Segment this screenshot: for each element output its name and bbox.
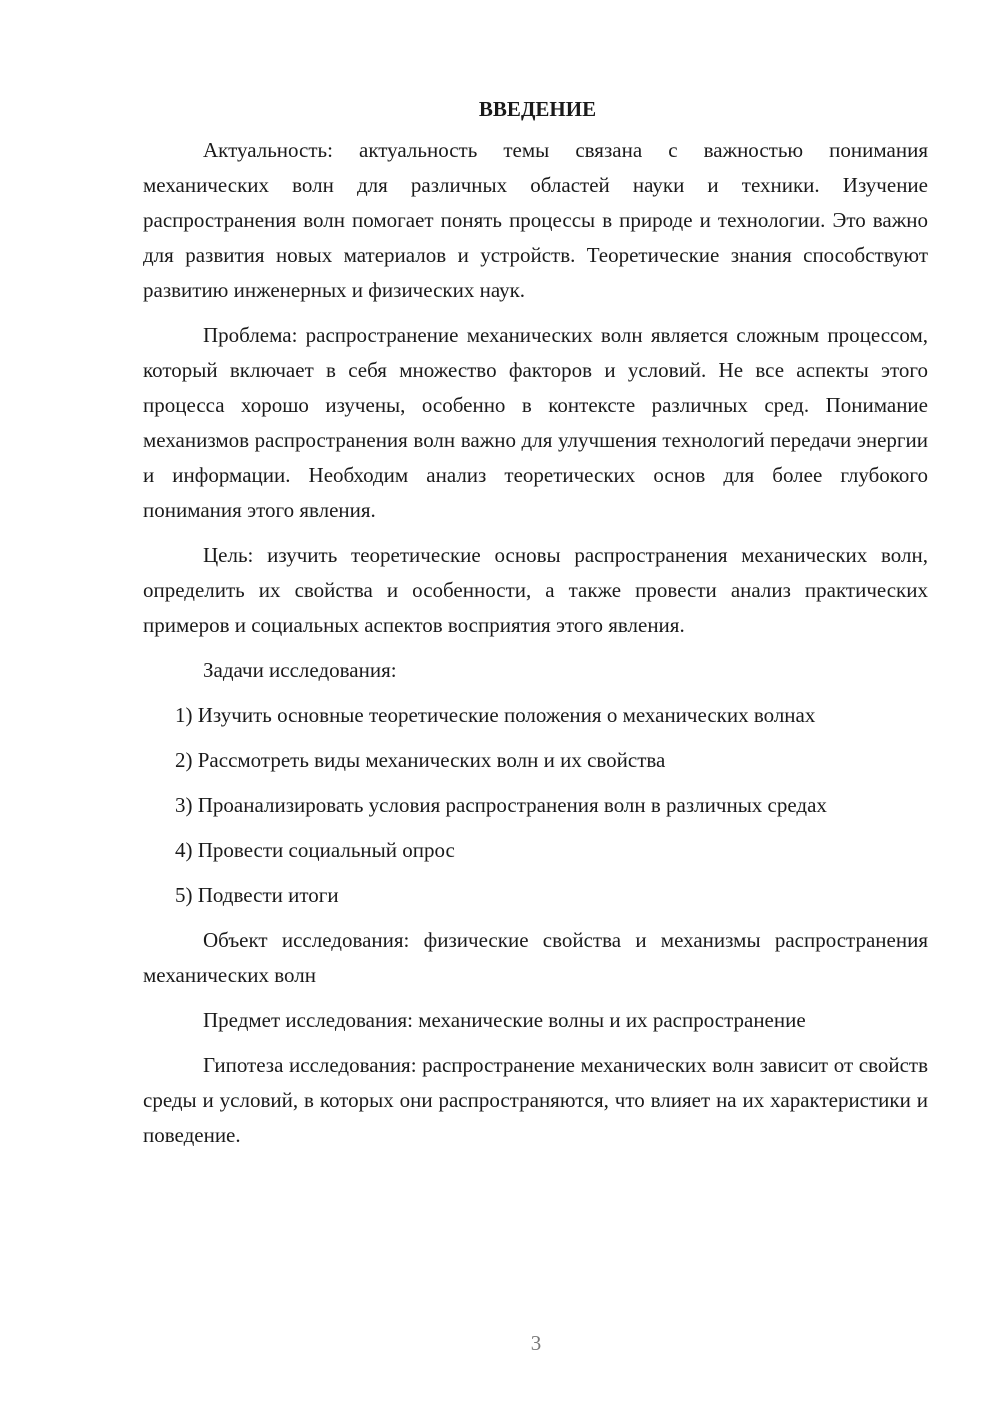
subject-paragraph: Предмет исследования: механические волны и их распространение [203,1008,806,1032]
page-content [143,92,928,1163]
hypothesis-paragraph: Гипотеза исследования: распространение механических волн зависит от свойств среды и условий, в которых они распространяются, что влияет на их характеристики и поведение. [143,1053,928,1147]
problem-paragraph: Проблема: распространение механических волн является сложным процессом, который включает в себя множество факторов и условий. Не все аспекты этого процесса хорошо изучены, особенно в контексте различных сред. Понимание механизмов распространения волн важно для улучшения технологий передачи энергии и информации. Необходим анализ теоретических основ для более глубокого понимания этого явления. [143,323,928,522]
goal-paragraph: Цель: изучить теоретические основы распространения механических волн, определить их свойства и особенности, а также провести анализ практических примеров и социальных аспектов восприятия этого явления. [143,543,928,637]
task-item: 5) Подвести итоги [175,883,339,907]
task-item: 1) Изучить основные теоретические положения о механических волнах [175,703,816,727]
task-item: 3) Проанализировать условия распространения волн в различных средах [175,793,827,817]
object-paragraph: Объект исследования: физические свойства и механизмы распространения механических волн [143,928,928,987]
tasks-heading: Задачи исследования: [203,658,397,682]
relevance-paragraph: Актуальность: актуальность темы связана с важностью понимания механических волн для различных областей науки и техники. Изучение распространения волн помогает понять процессы в природе и технологии. Это важно для развития новых материалов и устройств. Теоретические знания способствуют развитию инженерных и физических наук. [143,138,928,302]
section-title: ВВЕДЕНИЕ [478,97,597,121]
page-number: 3 [530,1331,542,1355]
task-item: 2) Рассмотреть виды механических волн и их свойства [175,748,666,772]
task-item: 4) Провести социальный опрос [175,838,455,862]
